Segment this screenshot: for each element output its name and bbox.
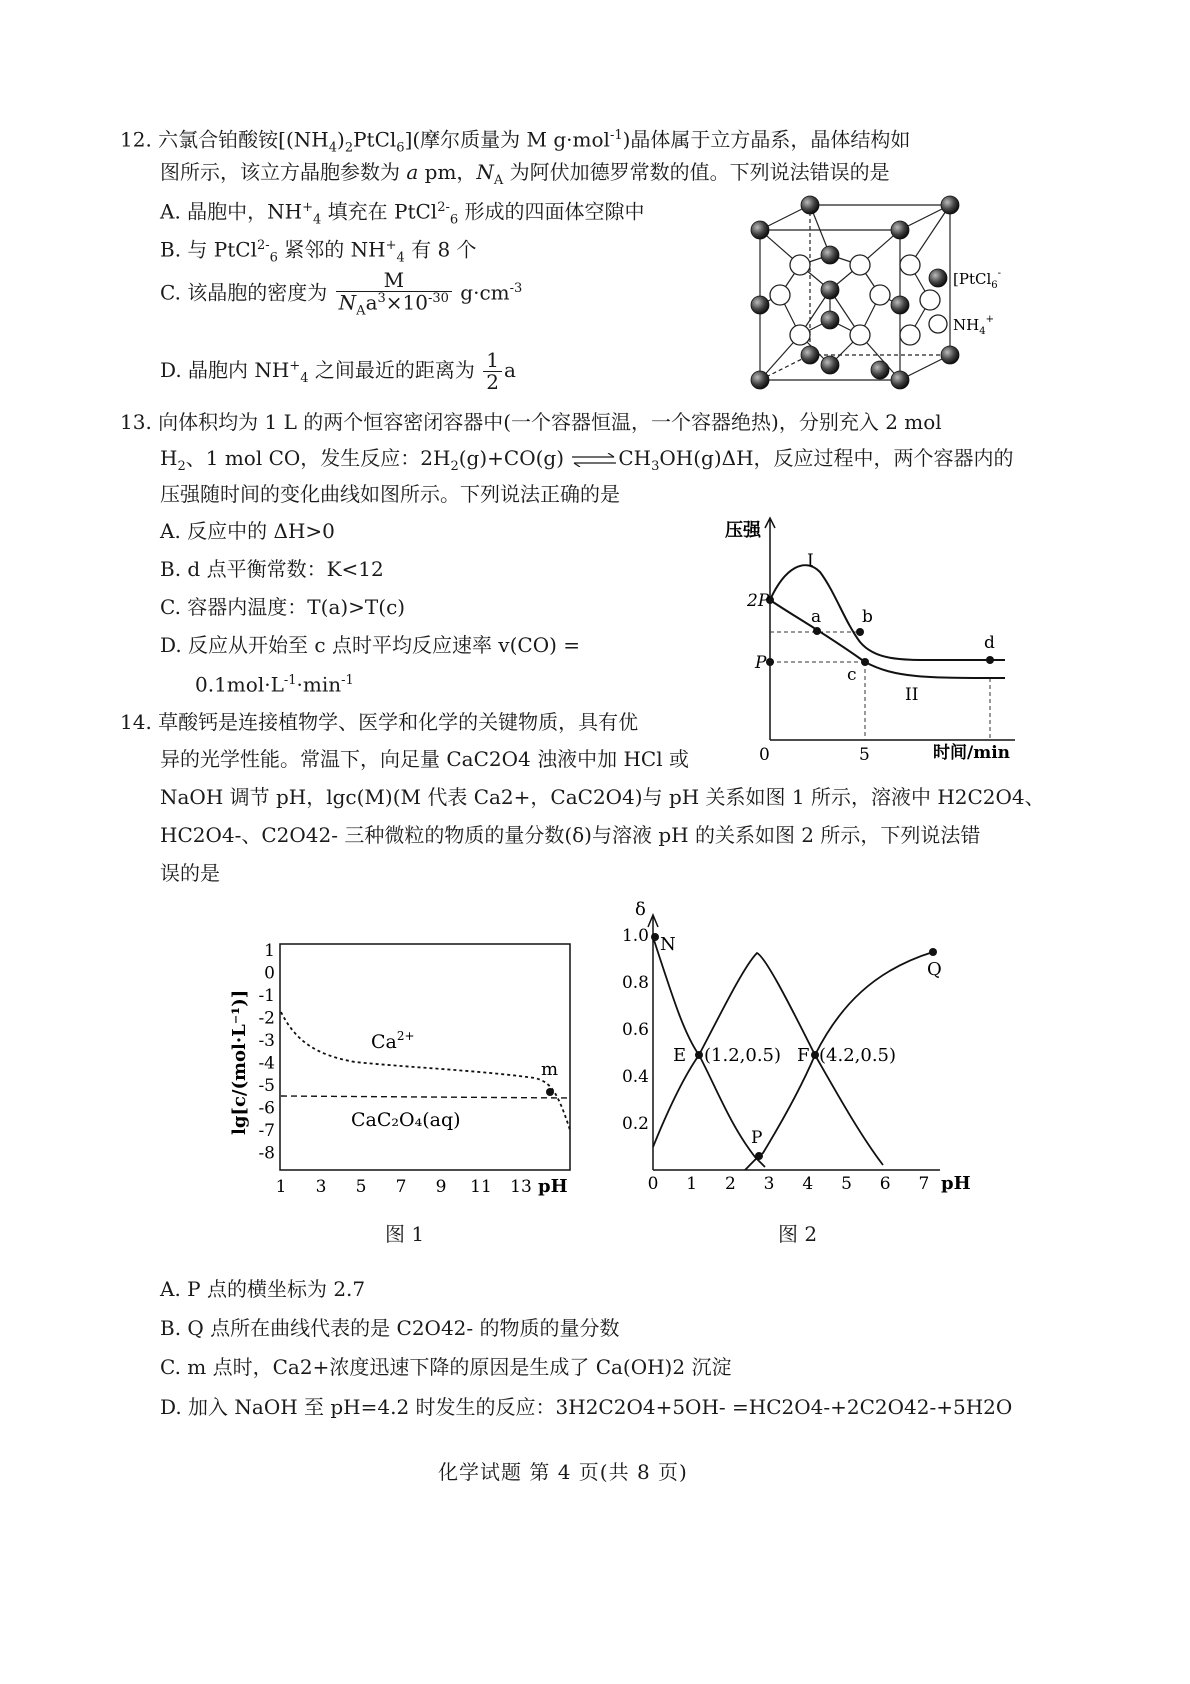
q13-option-c: C. 容器内温度：T(a)>T(c)	[160, 595, 406, 619]
svg-text:(1.2,0.5): (1.2,0.5)	[704, 1045, 782, 1066]
equilibrium-arrow-icon	[570, 446, 618, 474]
fig1-xtick: 3	[315, 1177, 327, 1197]
svg-text:5: 5	[859, 745, 870, 765]
fig2-ytick: 0.6	[621, 1020, 649, 1040]
svg-text:P: P	[755, 653, 767, 673]
q12-option-b: B. 与 PtCl$^{2-}_6$ 紧邻的 $NH^+_4$ 有 8 个	[160, 237, 477, 266]
label-m: m	[541, 1059, 559, 1080]
fig1-ytick: -1	[258, 986, 275, 1006]
curve-cac2o4	[281, 1096, 570, 1098]
fig1-ytick: -4	[258, 1053, 275, 1074]
fig2-xtick: 2	[724, 1174, 736, 1194]
fig1-xtick: 11	[470, 1177, 492, 1197]
fig1-xtick: 5	[355, 1177, 367, 1197]
fig2-xtick: 6	[879, 1174, 891, 1194]
q13-option-d-line1: D. 反应从开始至 c 点时平均反应速率 v(CO) =	[160, 633, 581, 657]
curve-II	[770, 600, 1005, 678]
point-F	[811, 1051, 819, 1059]
q12-line2: 图所示，该立方晶胞参数为 a pm，$N_A$ 为阿伏加德罗常数的值。下列说法错误的是	[160, 160, 890, 188]
fig1-ytick: -7	[258, 1121, 275, 1141]
svg-text:δ: δ	[635, 899, 646, 920]
point-d	[986, 656, 994, 664]
point-a	[813, 627, 821, 635]
point-E	[695, 1051, 703, 1059]
legend-nh4-marker	[929, 315, 947, 333]
fig2-xtick: 3	[763, 1174, 775, 1194]
fig1-ytick: -5	[258, 1076, 275, 1096]
q12-line1: 12. 六氯合铂酸铵$[(NH_4)_2PtCl_6]$(摩尔质量为 M g·mol$^{-1}$)晶体属于立方晶系，晶体结构如	[120, 127, 911, 156]
fig2-ytick: 0.4	[621, 1067, 649, 1087]
q14-option-c: C. m 点时，Ca2+浓度迅速下降的原因是生成了 Ca(OH)2 沉淀	[160, 1355, 732, 1379]
crystal-structure-figure	[700, 190, 1030, 400]
q13-option-a: A. 反应中的 ΔH>0	[160, 519, 335, 543]
q14-line3: NaOH 调节 pH，lgc(M)(M 代表 Ca2+，CaC2O4)与 pH 关系如图 1 所示，溶液中 H2C2O4、	[160, 785, 1045, 809]
q12-option-d: D. 晶胞内 $NH^+_4$ 之间最近的距离为 $\frac{1}{2}$ a	[160, 348, 516, 394]
point-P	[755, 1152, 763, 1160]
q14-line2: 异的光学性能。常温下，向足量 CaC2O4 浊液中加 HCl 或	[160, 747, 689, 771]
fig1-caption: 图 1	[385, 1222, 425, 1246]
fig2-ytick: 1.0	[621, 926, 649, 946]
svg-text:P: P	[751, 1128, 763, 1148]
q13-line1: 13. 向体积均为 1 L 的两个恒容密闭容器中(一个容器恒温，一个容器绝热)，分别充入 2 mol	[120, 410, 942, 434]
fig1-xtick: 9	[435, 1177, 447, 1197]
q12-option-a: A. 晶胞中，$NH^+_4$ 填充在 PtCl$^{2-}_6$ 形成的四面体空隙中	[160, 199, 645, 228]
fig1-ytick: -2	[258, 1008, 275, 1029]
point-m	[546, 1088, 554, 1096]
distance-fraction: $\frac{1}{2}$	[483, 350, 502, 393]
figure-1	[215, 930, 590, 1205]
fig1-xtick: 1	[275, 1177, 287, 1197]
legend-nh4-label: $NH_4^+$	[953, 314, 994, 337]
q13-line3: 压强随时间的变化曲线如图所示。下列说法正确的是	[160, 482, 620, 506]
page-footer: 化学试题 第 4 页(共 8 页)	[438, 1460, 688, 1484]
fig2-caption: 图 2	[778, 1222, 818, 1246]
svg-text:b: b	[862, 607, 873, 627]
fig1-ytick: 1	[264, 941, 275, 961]
fig1-xtick: 7	[395, 1177, 407, 1197]
fig2-xtick: 0	[647, 1174, 659, 1194]
fig1-ytick: -3	[258, 1031, 275, 1051]
pressure-time-graph	[725, 512, 1030, 767]
density-fraction: $\frac{M}{N_Aa^3\times 10^{-30}}$	[336, 270, 452, 318]
q14-line5: 误的是	[160, 861, 220, 885]
svg-text:Q: Q	[927, 959, 942, 980]
svg-text:(4.2,0.5): (4.2,0.5)	[819, 1045, 897, 1066]
fig1-ytick: 0	[264, 963, 275, 984]
svg-text:d: d	[984, 633, 995, 653]
fig1-ytick: -8	[258, 1143, 275, 1164]
fig2-xtick: 4	[802, 1174, 814, 1194]
label-ca2: $Ca^{2+}$	[371, 1029, 415, 1053]
svg-text:a: a	[811, 607, 822, 627]
q14-option-d: D. 加入 NaOH 至 pH=4.2 时发生的反应：3H2C2O4+5OH- =HC2O4-+2C2O42-+5H2O	[160, 1395, 1013, 1419]
svg-text:II: II	[905, 685, 919, 705]
svg-text:0: 0	[759, 745, 770, 765]
fig1-xlabel: pH	[538, 1176, 568, 1197]
q13-option-b: B. d 点平衡常数：K<12	[160, 557, 384, 581]
fig2-ytick: 0.8	[621, 973, 649, 993]
q13-line2: $H_2$、1 mol CO，发生反应：$2H_2(g)+CO(g)$ $CH_3OH(g)\Delta H$，反应过程中，两个容器内的	[160, 446, 1014, 474]
label-cac2o4: CaC₂O₄(aq)	[351, 1109, 461, 1131]
point-p	[766, 658, 774, 666]
curve-I	[770, 565, 1005, 660]
fig1-ylabel: lg[c/(mol·L⁻¹)]	[229, 989, 250, 1135]
svg-text:pH: pH	[941, 1173, 971, 1194]
legend-ptcl-marker	[929, 269, 947, 287]
legend-ptcl-label: [PtCl$_6$-	[953, 268, 1002, 291]
fig2-xtick: 7	[918, 1174, 930, 1194]
point-b	[856, 628, 864, 636]
fig1-ytick: -6	[258, 1098, 275, 1119]
svg-text:F: F	[797, 1045, 810, 1066]
svg-text:压强: 压强	[725, 520, 761, 541]
q14-option-b: B. Q 点所在曲线代表的是 C2O42- 的物质的量分数	[160, 1316, 620, 1340]
fig2-ytick: 0.2	[621, 1114, 649, 1134]
fig2-xtick: 1	[686, 1174, 698, 1194]
svg-text:E: E	[673, 1045, 687, 1066]
svg-text:c: c	[847, 665, 857, 685]
point-c	[861, 658, 869, 666]
svg-text:N: N	[660, 934, 676, 955]
point-N	[651, 933, 659, 941]
fig2-xtick: 5	[841, 1174, 852, 1194]
svg-text:I: I	[807, 551, 814, 571]
q14-option-a: A. P 点的横坐标为 2.7	[160, 1277, 366, 1301]
svg-text:时间/min: 时间/min	[933, 743, 1011, 763]
q12-option-c: C. 该晶胞的密度为 $\frac{M}{N_Aa^3\times 10^{-30}}$ $g\cdot cm^{-3}$	[160, 268, 523, 319]
point-Q	[929, 948, 937, 956]
fig1-xtick: 13	[510, 1177, 532, 1197]
q14-line4: HC2O4-、C2O42- 三种微粒的物质的量分数(δ)与溶液 pH 的关系如图 2 所示，下列说法错	[160, 823, 981, 847]
q14-line1: 14. 草酸钙是连接植物学、医学和化学的关键物质，具有优	[120, 710, 639, 734]
figure-2	[615, 895, 980, 1205]
svg-text:2P: 2P	[747, 591, 770, 611]
q13-option-d-line2: $0.1mol\cdot L^{-1}\cdot\min^{-1}$	[195, 672, 354, 697]
